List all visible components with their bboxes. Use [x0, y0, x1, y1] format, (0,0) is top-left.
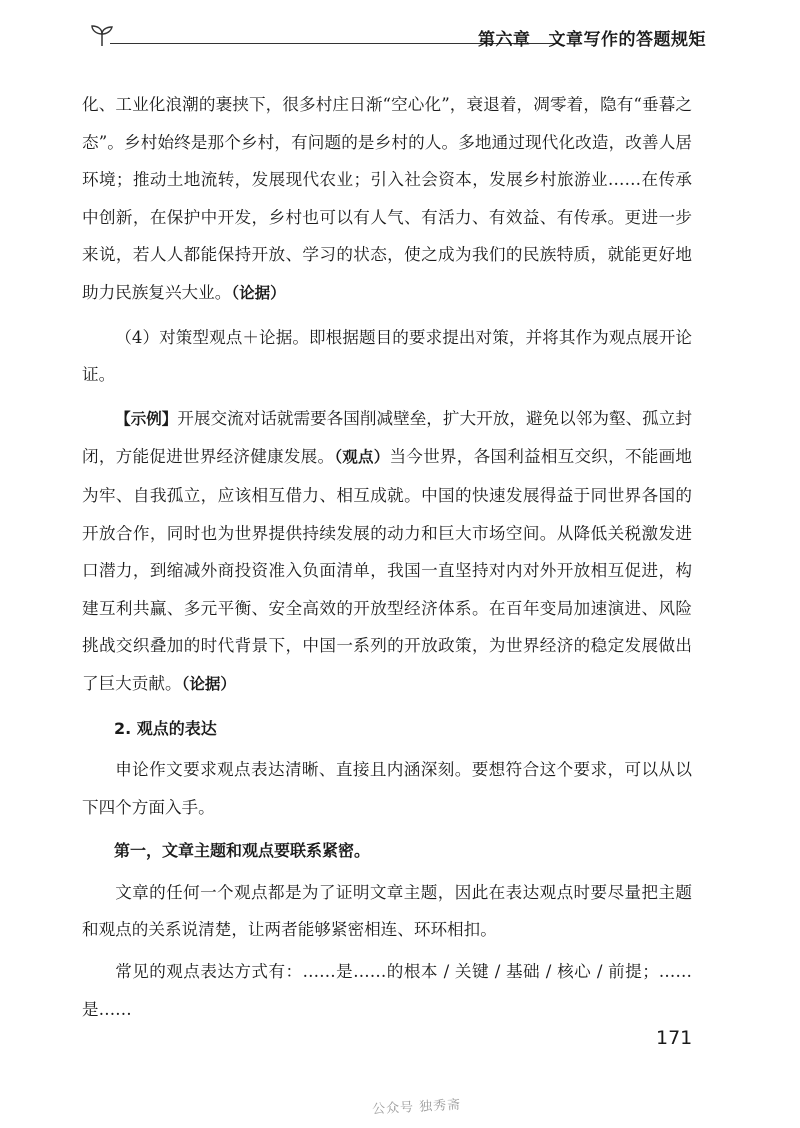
example-tag: 【示例】 [115, 409, 178, 428]
chapter-number: 第六章 [478, 30, 531, 50]
section-heading: 2. 观点的表达 [114, 718, 217, 738]
paragraph-4: 申论作文要求观点表达清晰、直接且内涵深刻。要想符合这个要求，可以从以下四个方面入手。 [82, 760, 692, 817]
watermark-stamp: 公众号 独秀斋 [371, 1097, 462, 1118]
running-header [88, 22, 708, 50]
sprout-icon [88, 24, 116, 48]
paragraph-3-text-a: 开展交流对话就需要各国削减壁垒，扩大开放，避免以邻为壑、孤立封闭，方能促进世界经济健康发展。 [82, 408, 692, 467]
paragraph-1-text: 化、工业化浪潮的裹挟下，很多村庄日渐“空心化”，衰退着，凋零着，隐有“垂暮之态”。乡村始终是那个乡村，有问题的是乡村的人。多地通过现代化改造，改善人居环境；推动土地流转，发展现代农业；引入社会资本，发展乡村旅游业……在传承中创新，在保护中开发，乡村也可以有人气、有活力、有效益、有传承。更进一步来说，若人人都能保持开放、学习的状态，使之成为我们的民族特质，就能更好地助力民族复兴大业。 [82, 95, 692, 302]
page-number: 171 [656, 1027, 693, 1049]
page-body [82, 86, 692, 1028]
evidence-label-2: （论据） [181, 674, 236, 693]
evidence-label-1: （论据） [231, 283, 286, 302]
paragraph-3 [82, 400, 692, 704]
point-heading-1: 第一，文章主题和观点要联系紧密。 [114, 841, 371, 861]
chapter-heading [478, 25, 706, 50]
viewpoint-label: （观点） [334, 448, 390, 467]
paragraph-7: 常见的观点表达方式有：……是……的根本 / 关键 / 基础 / 核心 / 前提；……是…… [82, 962, 692, 1019]
paragraph-2: （4）对策型观点＋论据。即根据题目的要求提出对策，并将其作为观点展开论证。 [82, 327, 692, 385]
paragraph-1 [82, 86, 692, 313]
paragraph-3-text-b: 当今世界，各国利益相互交织，不能画地为牢、自我孤立，应该相互借力、相互成就。中国的快速发展得益于同世界各国的开放合作，同时也为世界提供持续发展的动力和巨大市场空间。从降低关税激发进口潜力，到缩减外商投资准入负面清单，我国一直坚持对内对外开放相互促进，构建互利共赢、多元平衡、安全高效的开放型经济体系。在百年变局加速演进、风险挑战交织叠加的时代背景下，中国一系列的开放政策，为世界经济的稳定发展做出了巨大贡献。 [82, 447, 692, 693]
chapter-title: 文章写作的答题规矩 [548, 30, 706, 50]
paragraph-6: 文章的任何一个观点都是为了证明文章主题，因此在表达观点时要尽量把主题和观点的关系说清楚，让两者能够紧密相连、环环相扣。 [82, 882, 692, 940]
